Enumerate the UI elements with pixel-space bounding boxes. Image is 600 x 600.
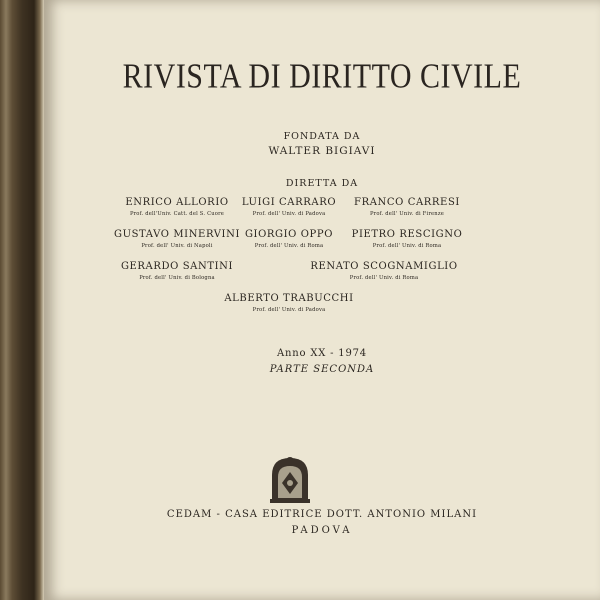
- editor-affiliation: Prof. dell' Univ. di Padova: [252, 307, 326, 313]
- publisher-emblem-icon: [265, 453, 315, 505]
- editor-7: [102, 261, 252, 281]
- editor-name: GERARDO SANTINI: [120, 261, 234, 272]
- editor-affiliation: Prof. dell' Univ. di Roma: [372, 243, 442, 249]
- editor-name: LUIGI CARRARO: [241, 197, 337, 208]
- editor-name: PIETRO RESCIGNO: [351, 229, 463, 240]
- journal-title: RIVISTA DI DIRITTO CIVILE: [122, 57, 522, 96]
- founder-name: WALTER BIGIAVI: [268, 145, 376, 157]
- founded-label: FONDATA DA: [283, 131, 361, 142]
- editor-name: ENRICO ALLORIO: [125, 197, 229, 208]
- editor-affiliation: Prof. dell' Univ. di Padova: [252, 211, 326, 217]
- editor-affiliation: Prof. dell'Univ. Catt. del S. Cuore: [129, 211, 225, 217]
- editor-name: GUSTAVO MINERVINI: [113, 229, 241, 240]
- title-page: [44, 0, 600, 600]
- editor-name: GIORGIO OPPO: [244, 229, 334, 240]
- editor-name: FRANCO CARRESI: [354, 197, 460, 208]
- editor-affiliation: Prof. dell' Univ. di Firenze: [369, 211, 445, 217]
- editor-name: ALBERTO TRABUCCHI: [224, 293, 354, 304]
- part-label: PARTE SECONDA: [269, 364, 375, 375]
- editor-9: [209, 293, 369, 313]
- editor-6: [332, 229, 482, 249]
- editor-affiliation: Prof. dell' Univ. di Roma: [254, 243, 324, 249]
- editor-affiliation: Prof. dell' Univ. di Napoli: [141, 243, 213, 249]
- publisher-city: PADOVA: [291, 525, 353, 536]
- directed-label: DIRETTA DA: [285, 178, 359, 189]
- year-line: Anno XX - 1974: [277, 348, 367, 359]
- editor-affiliation: Prof. dell' Univ. di Roma: [349, 275, 419, 281]
- editor-8: [299, 261, 469, 281]
- editor-affiliation: Prof. dell' Univ. di Bologna: [139, 275, 215, 281]
- editor-3: [332, 197, 482, 217]
- editor-name: RENATO SCOGNAMIGLIO: [310, 261, 458, 272]
- publisher-name: CEDAM - CASA EDITRICE DOTT. ANTONIO MILANI: [166, 509, 478, 520]
